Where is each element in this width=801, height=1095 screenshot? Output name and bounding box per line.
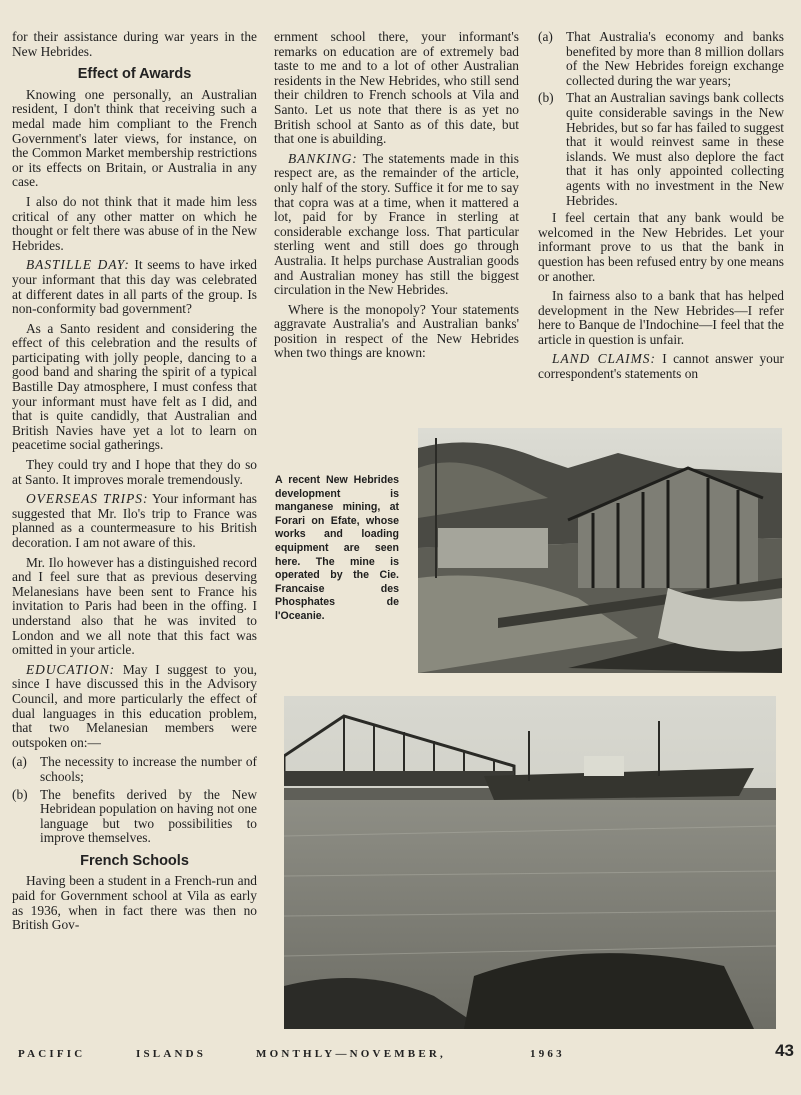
run-in-heading: BANKING:	[288, 150, 358, 166]
paragraph: ernment school there, your informant's remarks on education are of extremely bad taste to me and to a lot of other Australian residents in the New Hebrides, who still send their children to French schools at Vila and Santo. Let us note that there is as yet no British school at Santo as of this date, but that one is abuilding.	[274, 29, 519, 147]
paragraph-overseas-trips	[12, 492, 257, 550]
photo-loading-ship-image	[284, 696, 776, 1029]
run-in-heading: OVERSEAS TRIPS:	[26, 491, 149, 507]
paragraph: They could try and I hope that they do so at Santo. It improves morale tremendously.	[12, 457, 257, 487]
column-3	[538, 30, 784, 387]
paragraph: I feel certain that any bank would be welcomed in the New Hebrides. Let your informant prove to us that the bank in question has been refused entry by one means or another.	[538, 210, 784, 284]
list-label: (a)	[12, 754, 27, 770]
paragraph-text: Your informant has suggested that Mr. Ilo's trip to France was planned as a countermeasure to his British decoration. I am not aware of this.	[12, 491, 257, 550]
subheading-french-schools: French Schools	[80, 852, 189, 869]
photo-mining-works-image	[418, 428, 782, 673]
list-item	[12, 755, 257, 784]
paragraph: I also do not think that it made him less critical of any other matter on which he thought or felt there was abuse of in the New Hebrides.	[12, 193, 257, 253]
paragraph: Mr. Ilo however has a distinguished record and I feel sure that as previous deserving Melanesians have been sent to France his invitation to Paris had been in the offing. I understand also that he was invited to London and we all note that this fact was omitted in your article.	[12, 554, 257, 658]
column-1	[12, 30, 257, 938]
paragraph: In fairness also to a bank that has helped development in the New Hebrides—I refer here to Banque de l'Indochine—I feel that the article in question is unfair.	[538, 288, 784, 347]
paragraph: As a Santo resident and considering the effect of this celebration and the results of participating with jolly people, dancing to a good band and sharing the spirit of a typical Bastille Day atmosphere, I must confess that your informant must have felt as I did, and that is quite candidly, that Australian and British Navies have yet a lot to learn on peacetime social gatherings.	[12, 320, 257, 453]
paragraph: Where is the monopoly? Your statements aggravate Australia's and Australian banks' position in respect of the New Hebrides when two things are known:	[274, 301, 519, 361]
paragraph-bastille-day	[12, 258, 257, 316]
photo-loading-ship	[284, 696, 776, 1029]
list-text: The benefits derived by the New Hebridean population on having not one language but two possibilities to improve themselves.	[40, 786, 257, 846]
list-label: (a)	[538, 29, 553, 44]
paragraph: Knowing one personally, an Australian resident, I don't think that receiving such a medal made him compliant to the French Government's later views, for instance, on the Common Market membership restrictions or its effects on Britain, or Australia in any case.	[12, 86, 257, 190]
list-text: That Australia's economy and banks benefited by more than 8 million dollars of the New Hebrides foreign exchange collected during the war years;	[566, 29, 784, 88]
photo-mining-works	[418, 428, 782, 673]
list-text: That an Australian savings bank collects quite considerable savings in the New Hebrides, but so far has failed to suggest that it would reinvest same in these islands. We must also deplore the fact that it has only appointed collecting agents with no investment in the New Hebrides.	[566, 90, 784, 208]
footer-pacific: PACIFIC	[18, 1048, 86, 1060]
list-item	[538, 30, 784, 88]
paragraph-text: May I suggest to you, since I have discussed this in the Advisory Council, and more particularly the effect of dual languages in this education problem, that two Melanesian members were outspoken on:—	[12, 661, 257, 750]
paragraph-text: The statements made in this respect are, as the remainder of the article, only half of the story. Suffice it for me to say that copra was at a time, when it mattered a lot, paid for by France in sterling at considerable exchange loss. That particular sterling went and still does go through Australia. It helps purchase Australian goods and Australian money has still the biggest circulation in the New Hebrides.	[274, 150, 519, 298]
page-number: 43	[775, 1041, 794, 1060]
footer-islands: ISLANDS	[136, 1048, 207, 1060]
run-in-heading: LAND CLAIMS:	[552, 351, 656, 367]
page-footer	[18, 1041, 794, 1065]
paragraph-land-claims	[538, 352, 784, 381]
list-item	[538, 91, 784, 208]
list-text: The necessity to increase the number of schools;	[40, 754, 257, 784]
paragraph: Having been a student in a French-run and paid for Government school at Vila as early as 1936, when in fact there was then no British Gov-	[12, 873, 257, 933]
subheading-effect-of-awards: Effect of Awards	[77, 66, 192, 83]
run-in-heading: EDUCATION:	[26, 661, 116, 677]
list-item	[12, 788, 257, 846]
list-label: (b)	[538, 90, 554, 106]
paragraph-education	[12, 663, 257, 751]
list-label: (b)	[12, 786, 28, 802]
column-2	[274, 30, 519, 366]
paragraph: for their assistance during war years in the New Hebrides.	[12, 29, 257, 59]
footer-year: 1963	[530, 1048, 565, 1060]
paragraph-text: I cannot answer your correspondent's statements on	[538, 351, 784, 382]
paragraph-banking	[274, 152, 519, 298]
footer-monthly: MONTHLY—NOVEMBER,	[256, 1048, 446, 1060]
photo-caption: A recent New Hebrides development is manganese mining, at Forari on Efate, whose works and loading equipment are seen here. The mine is operated by the Cie. Francaise des Phosphates de l'Oceanie.	[275, 474, 399, 622]
paragraph-text: It seems to have irked your informant that this day was celebrated at different dates in all parts of the group. Is non-conformity bad government?	[12, 257, 258, 317]
run-in-heading: BASTILLE DAY:	[26, 257, 130, 273]
